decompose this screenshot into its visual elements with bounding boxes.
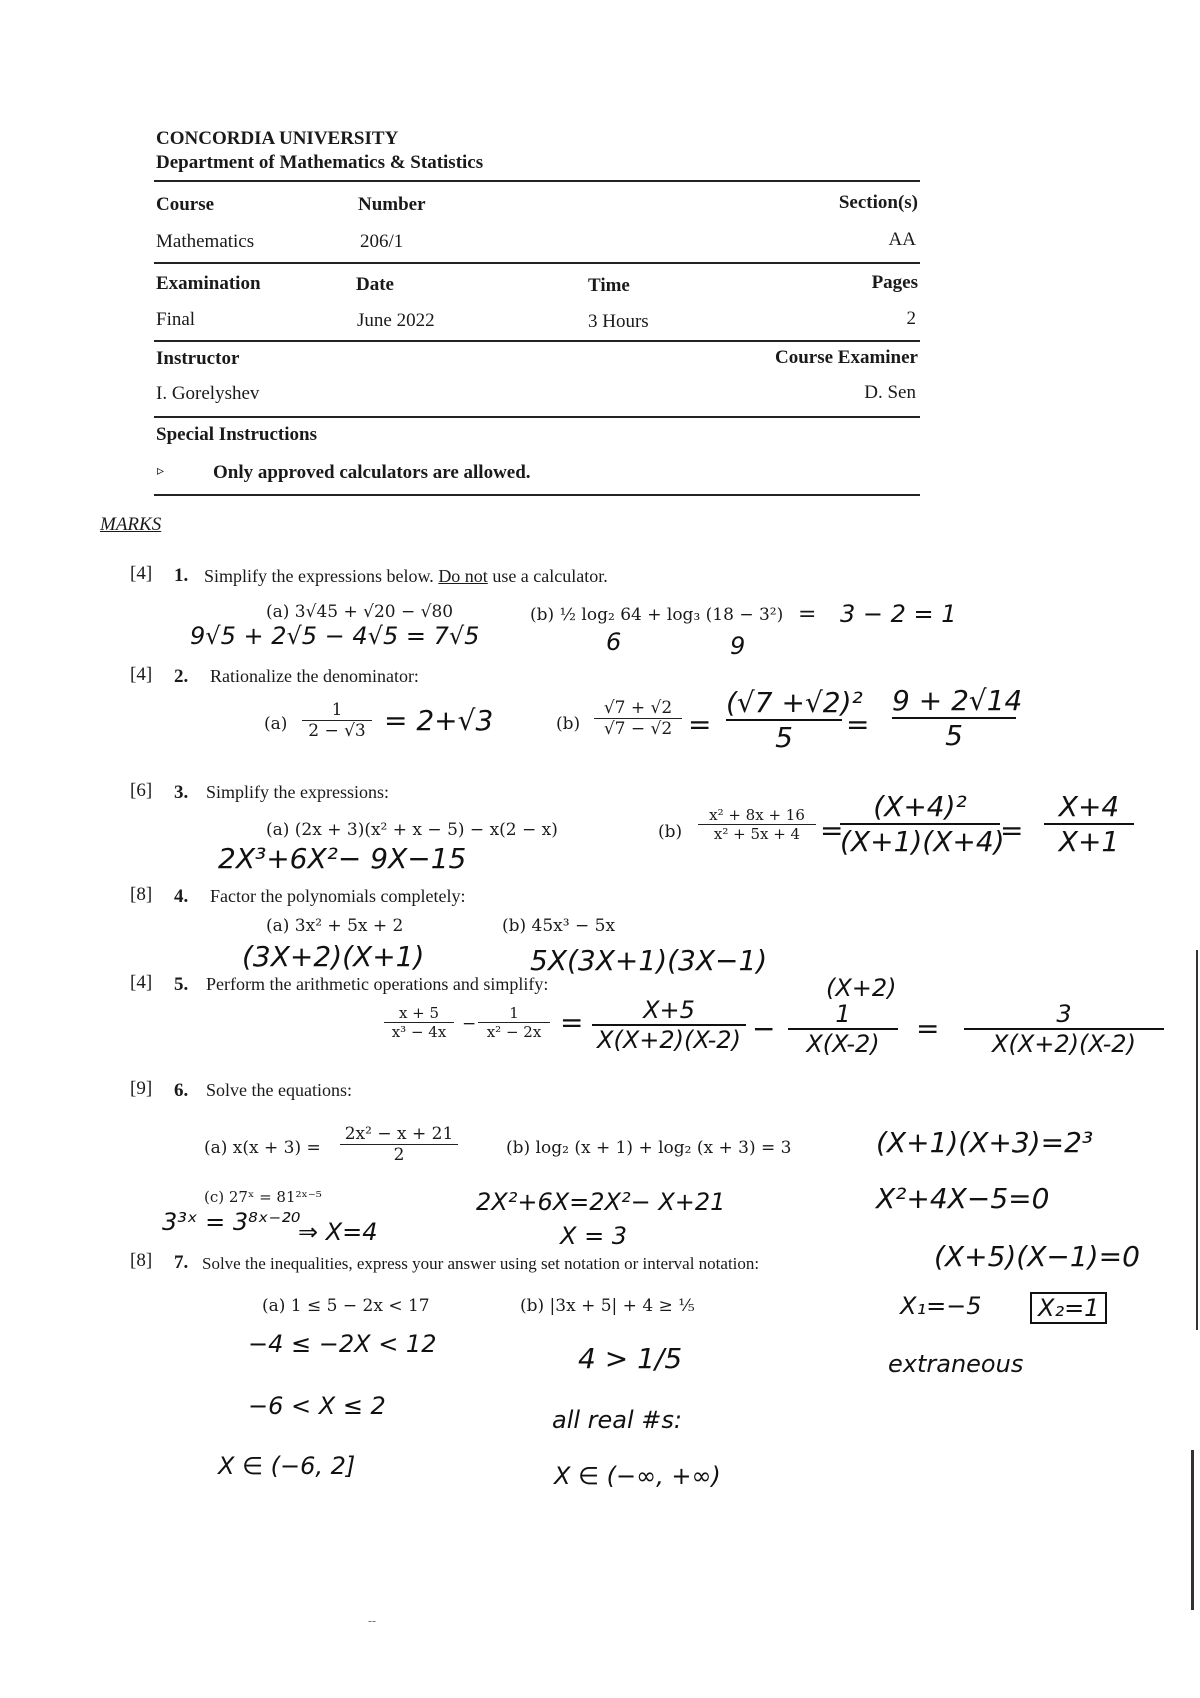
q3b-hw-fraction-2 [1044,790,1134,858]
footer-mark: -- [368,1614,377,1628]
q4b-expression: (b) 45x³ − 5x [502,916,616,936]
instructor-label: Instructor [156,348,240,369]
q6a-numerator: 2x² − x + 21 [340,1124,458,1145]
q5-minus: − [462,1014,477,1034]
q2b-hw-equals-1: = [688,708,712,741]
course-value: Mathematics [156,231,255,252]
q2b-hw-numerator-2: 9 + 2√14 [892,684,1023,717]
q3b-hw-equals-2: = [1000,814,1024,847]
number-value: 206/1 [360,231,404,252]
q7-number: 7. [174,1252,189,1273]
number-label: Number [358,194,426,215]
q5-fraction-1 [384,1004,454,1041]
q3-marks: [6] [130,780,153,801]
table-rule-4 [154,416,920,418]
q5-f2-numerator: 1 [478,1004,550,1023]
pages-label: Pages [871,272,918,293]
q6a-hw-line-2: X = 3 [560,1222,628,1250]
q3a-handwritten: 2X³+6X²− 9X−15 [218,842,467,875]
q2-number: 2. [174,666,189,687]
instructor-value: I. Gorelyshev [156,383,260,404]
q2a-fraction [302,700,372,741]
q4-marks: [8] [130,884,153,905]
course-label: Course [156,194,215,215]
q6a-fraction [340,1124,458,1165]
q5-hw-fraction-1 [592,996,746,1054]
q3b-hw-numerator-1: (X+4)² [840,790,1000,825]
bullet-icon: ▹ [157,463,165,479]
department-name: Department of Mathematics & Statistics [156,152,484,173]
date-value: June 2022 [357,310,435,331]
q6b-hw-x1: X₁=−5 [900,1292,982,1320]
q5-fraction-2 [478,1004,550,1041]
q6-text: Solve the equations: [206,1080,352,1100]
q5-f1-denominator: x³ − 4x [391,1023,447,1041]
q7-text: Solve the inequalities, express your answer using set notation or interval notation: [202,1254,760,1273]
q7b-hw-line-1: 4 > 1/5 [578,1342,683,1375]
q1-number: 1. [174,565,189,586]
date-label: Date [356,274,394,295]
q3b-label: (b) [658,822,683,842]
q1-text-underlined: Do not [438,566,488,586]
q2b-denominator: √7 − √2 [603,719,673,739]
q6-marks: [9] [130,1078,153,1099]
q2b-hw-denominator-1: 5 [775,721,793,754]
q7b-hw-line-3: X ∈ (−∞, +∞) [554,1462,721,1490]
time-value: 3 Hours [588,311,649,332]
table-rule-3 [154,340,920,342]
table-bottom-rule [154,494,920,496]
examiner-label: Course Examiner [774,347,918,368]
q2b-hw-fraction-2 [892,684,1023,752]
q5-hw-fraction-3 [964,1000,1164,1058]
scan-edge-mark-1 [1196,950,1198,1330]
q6b-hw-x2-boxed: X₂=1 [1030,1292,1107,1324]
sections-label: Section(s) [838,192,918,213]
q5-hw-equals-2: = [916,1012,940,1045]
marks-heading: MARKS [100,514,162,535]
q5-text: Perform the arithmetic operations and simplify: [206,974,549,994]
q4-text: Factor the polynomials completely: [210,886,466,906]
q6c-hw-line-1: 3³ˣ = 3⁸ˣ⁻²⁰ [162,1208,301,1236]
pages-value: 2 [906,308,916,329]
q5-number: 5. [174,974,189,995]
q5-hw-f1-numerator: X+5 [592,996,746,1026]
q2a-numerator: 1 [302,700,372,721]
q2a-handwritten: = 2+√3 [384,704,494,737]
q5-hw-f3-denominator: X(X+2)(X-2) [992,1030,1136,1058]
q5-f2-denominator: x² − 2x [486,1023,542,1041]
q1b-handwritten-result: 3 − 2 = 1 [840,600,957,628]
q1-marks: [4] [130,563,153,584]
q7a-hw-line-2: −6 < X ≤ 2 [248,1392,386,1420]
q2b-hw-fraction-1 [726,686,863,754]
q6b-hw-line-3: (X+5)(X−1)=0 [934,1240,1140,1273]
q5-hw-equals-1: = [560,1006,584,1039]
q4b-handwritten: 5X(3X+1)(3X−1) [530,944,768,977]
q1a-expression: (a) 3√45 + √20 − √80 [266,602,454,622]
q5-hw-fraction-2 [788,1000,898,1058]
q3b-denominator: x² + 5x + 4 [713,825,801,843]
q1b-expression: (b) ½ log₂ 64 + log₃ (18 − 3²) [530,605,784,625]
q2a-label: (a) [264,714,288,734]
q2-text: Rationalize the denominator: [210,666,419,686]
time-label: Time [588,275,630,296]
q2-marks: [4] [130,664,153,685]
q2b-hw-denominator-2: 5 [945,719,963,752]
q5-hw-f1-denominator: X(X+2)(X-2) [597,1026,741,1054]
q1-text-start: Simplify the expressions below. [204,566,439,586]
q6b-expression: (b) log₂ (x + 1) + log₂ (x + 3) = 3 [506,1138,792,1158]
special-instructions-text: Only approved calculators are allowed. [213,462,531,483]
q5-hw-f2-denominator: X(X-2) [806,1030,880,1058]
q6a-hw-line-1: 2X²+6X=2X²− X+21 [476,1188,726,1216]
q4-number: 4. [174,886,189,907]
q6a-denominator: 2 [393,1145,405,1165]
q4a-handwritten: (3X+2)(X+1) [242,940,425,973]
q6b-hw-line-1: (X+1)(X+3)=2³ [876,1126,1094,1159]
q7b-expression: (b) |3x + 5| + 4 ≥ ⅕ [520,1296,695,1316]
q3b-fraction [698,806,816,843]
q7a-hw-line-1: −4 ≤ −2X < 12 [248,1330,437,1358]
q7a-hw-line-3: X ∈ (−6, 2] [218,1452,356,1480]
q5-hw-f2-numerator: 1 [788,1000,898,1030]
q7-marks: [8] [130,1250,153,1271]
q7b-hw-line-2: all real #s: [552,1406,683,1434]
q1a-handwritten: 9√5 + 2√5 − 4√5 = 7√5 [190,622,480,650]
special-instructions-label: Special Instructions [156,424,317,445]
q2a-denominator: 2 − √3 [308,721,366,741]
q3b-hw-equals-1: = [820,814,844,847]
q2b-hw-numerator-1: (√7 +√2)² [726,686,863,719]
q1-text [204,566,608,587]
q3b-hw-denominator-2: X+1 [1058,825,1120,858]
q3b-hw-fraction-1 [840,790,1005,858]
q4a-expression: (a) 3x² + 5x + 2 [266,916,404,936]
q5-marks: [4] [130,972,153,993]
q1b-underbrace-2: 9 [730,632,746,660]
q2b-fraction [594,698,682,739]
q3-number: 3. [174,782,189,803]
q2b-numerator: √7 + √2 [594,698,682,719]
q6b-hw-extraneous: extraneous [888,1350,1024,1378]
table-top-rule [154,180,920,182]
q2b-label: (b) [556,714,581,734]
q2b-hw-equals-2: = [846,708,870,741]
examination-label: Examination [156,273,261,294]
examiner-value: D. Sen [864,382,916,403]
table-rule-2 [154,262,920,264]
scan-edge-mark-2 [1191,1450,1194,1610]
q6c-hw-line-2: ⇒ X=4 [298,1218,378,1246]
q1b-equals: = [798,602,817,627]
q3-text: Simplify the expressions: [206,782,389,802]
q6-number: 6. [174,1080,189,1101]
q1-text-end: use a calculator. [487,566,608,586]
q5-f1-numerator: x + 5 [384,1004,454,1023]
q5-hw-multiplier: (X+2) [826,974,897,1002]
q1b-underbrace-1: 6 [606,628,622,656]
q3b-numerator: x² + 8x + 16 [698,806,816,825]
q3a-expression: (a) (2x + 3)(x² + x − 5) − x(2 − x) [266,820,558,840]
q3b-hw-denominator-1: (X+1)(X+4) [840,825,1005,858]
q7a-expression: (a) 1 ≤ 5 − 2x < 17 [262,1296,430,1316]
university-name: CONCORDIA UNIVERSITY [156,128,399,149]
sections-value: AA [888,229,916,250]
q6a-lhs: (a) x(x + 3) = [204,1138,321,1158]
q3b-hw-numerator-2: X+4 [1044,790,1134,825]
examination-value: Final [156,309,196,330]
q6b-hw-line-2: X²+4X−5=0 [876,1182,1050,1215]
q5-hw-minus: − [752,1012,776,1045]
q5-hw-f3-numerator: 3 [964,1000,1164,1030]
q6c-expression: (c) 27ˣ = 81²ˣ⁻⁵ [204,1188,322,1206]
